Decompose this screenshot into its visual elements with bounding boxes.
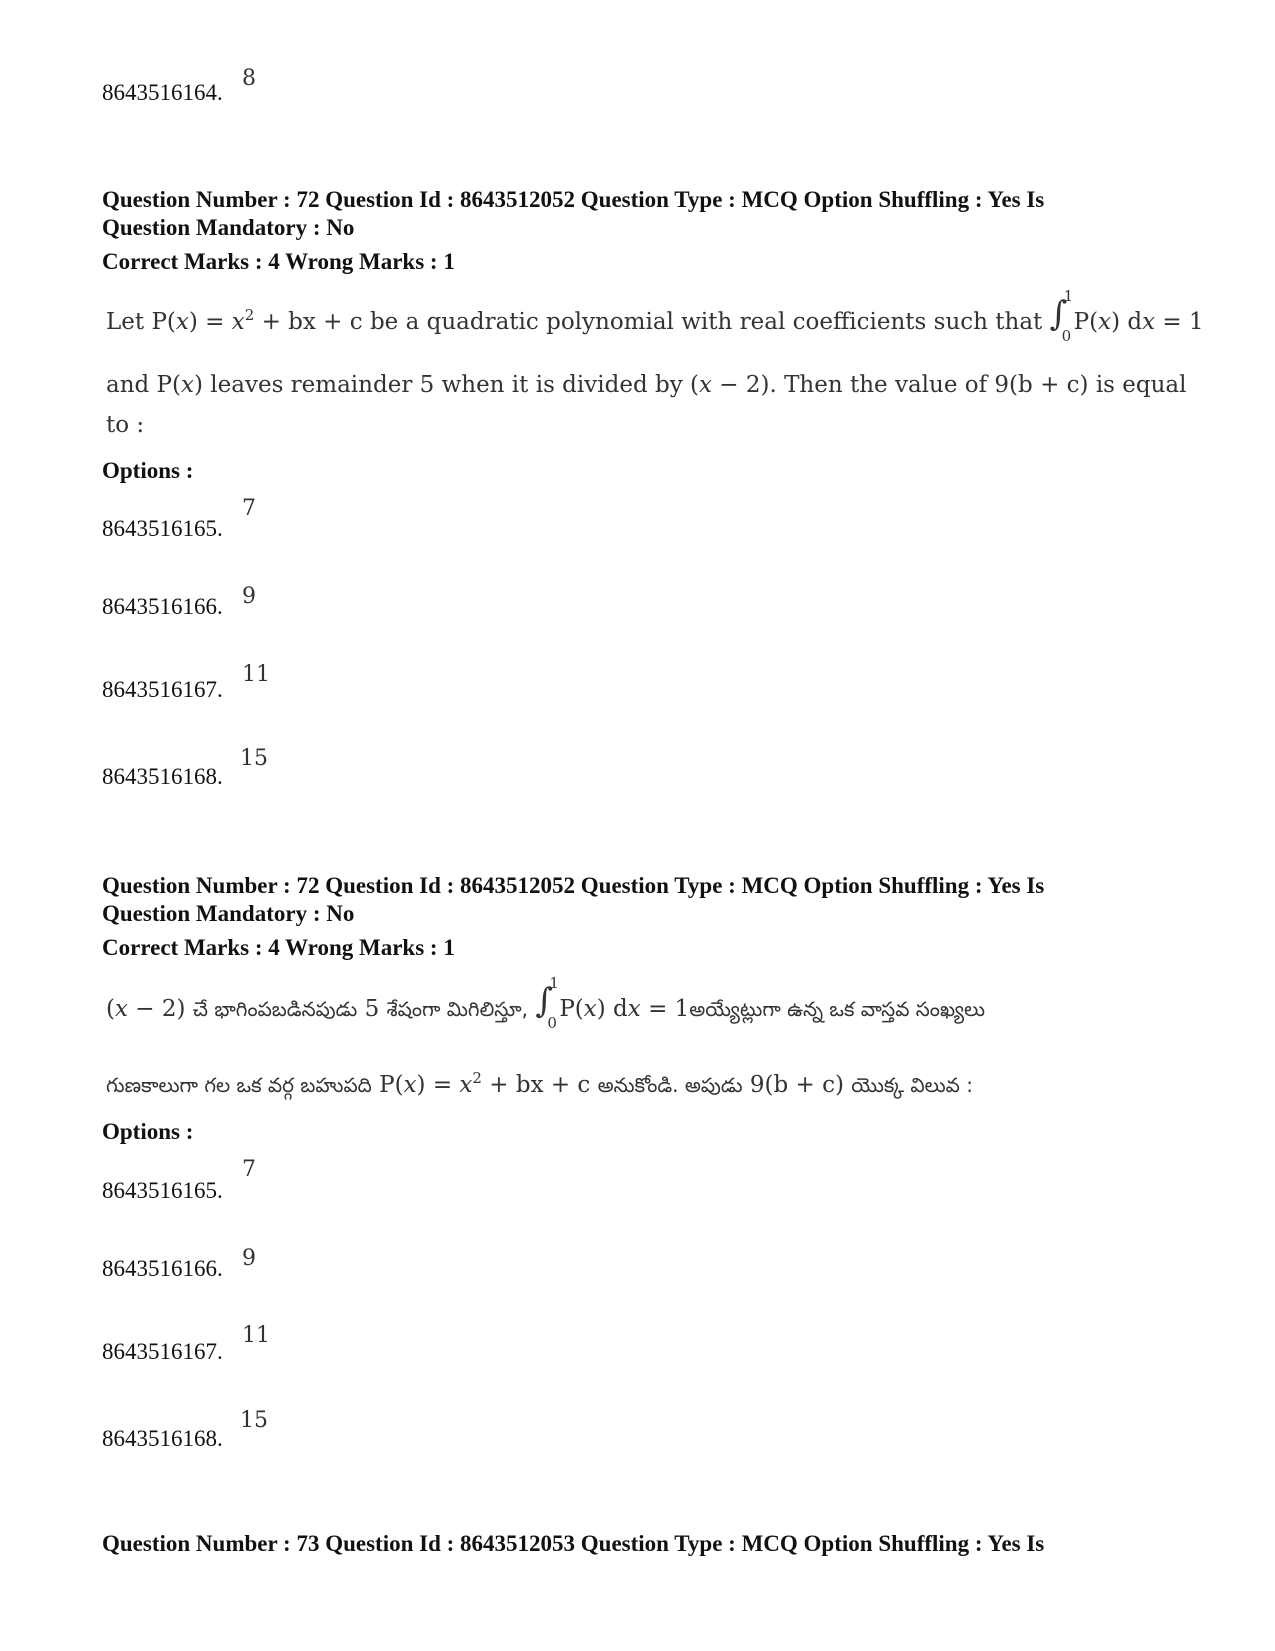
option-value: 11 — [242, 1323, 270, 1348]
option-id: 8643516166. — [102, 594, 223, 619]
question-text-line1: Let $P(x) = x^2$ + bx + c be a quadratic polynomial with real coefficients such that ∫ 1 0 P(x) dx = 1 — [106, 287, 1204, 345]
options-label: Options : — [102, 1119, 194, 1144]
option-value: 9 — [242, 584, 256, 609]
option-id: 8643516164. — [102, 80, 223, 105]
option-value: 11 — [242, 662, 270, 687]
option-id: 8643516168. — [102, 1426, 223, 1451]
options-label: Options : — [102, 458, 194, 483]
question-text-line2: and P(x) leaves remainder 5 when it is divided by (x − 2). Then the value of 9(b + c) is equal — [106, 372, 1187, 398]
question-text-line1: (x − 2) చే భాగింపబడినపుడు 5 శేషంగా మిగిలిస్తూ, ∫ 1 0 P(x) dx = 1అయ్యేట్లుగా ఉన్న ఒక వాస్తవ సంఖ్యలు — [106, 974, 986, 1032]
option-id: 8643516165. — [102, 516, 223, 541]
option-value: 7 — [242, 1157, 256, 1182]
question-meta-line2: Question Mandatory : No — [102, 901, 355, 926]
question-meta-line1: Question Number : 72 Question Id : 8643512052 Question Type : MCQ Option Shuffling : Yes Is — [102, 873, 1045, 898]
option-value: 7 — [242, 496, 256, 521]
question-meta-line1: Question Number : 73 Question Id : 8643512053 Question Type : MCQ Option Shuffling : Yes Is — [102, 1531, 1045, 1556]
option-id: 8643516167. — [102, 1339, 223, 1364]
option-id: 8643516165. — [102, 1178, 223, 1203]
question-marks: Correct Marks : 4 Wrong Marks : 1 — [102, 935, 455, 960]
option-id: 8643516166. — [102, 1256, 223, 1281]
option-value: 9 — [242, 1246, 256, 1271]
question-meta-line1: Question Number : 72 Question Id : 8643512052 Question Type : MCQ Option Shuffling : Yes Is — [102, 187, 1045, 212]
integral-symbol: ∫ 1 0 — [535, 974, 559, 1032]
integral-symbol: ∫ 1 0 — [1049, 287, 1074, 345]
option-value: 8 — [242, 66, 256, 91]
question-text-line3: to : — [106, 412, 145, 438]
option-id: 8643516168. — [102, 764, 223, 789]
question-meta-line2: Question Mandatory : No — [102, 215, 355, 240]
option-id: 8643516167. — [102, 677, 223, 702]
question-marks: Correct Marks : 4 Wrong Marks : 1 — [102, 249, 455, 274]
question-text-line2: గుణకాలుగా గల ఒక వర్గ బహుపది $P(x) = x^2$ + bx + c అనుకోండి. అపుడు 9(b + c) యొక్క విలువ : — [106, 1069, 973, 1098]
option-value: 15 — [240, 1408, 268, 1433]
option-value: 15 — [240, 746, 268, 771]
